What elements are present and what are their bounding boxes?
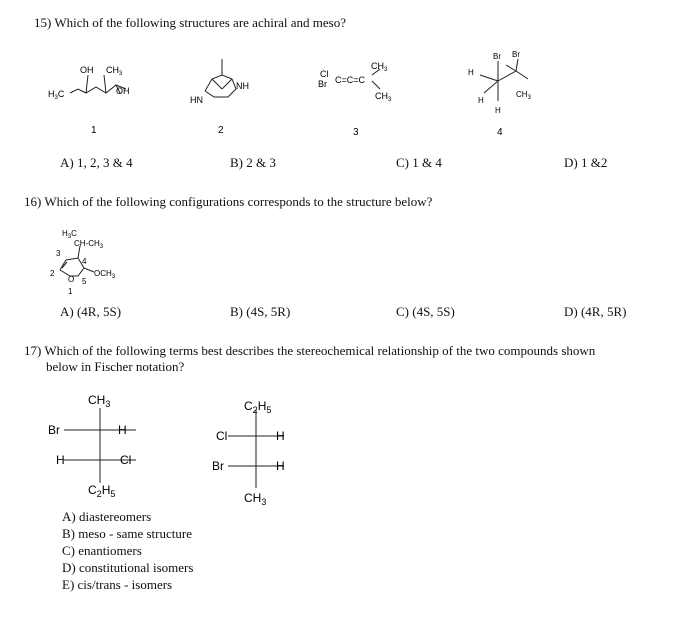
f2-r1-left: Cl	[216, 429, 228, 443]
q16-option-d[interactable]: D) (4R, 5R)	[564, 304, 627, 319]
f1-top: CH	[88, 393, 106, 407]
q16-option-a[interactable]: A) (4R, 5S)	[60, 304, 122, 319]
f1-r1-left: Br	[48, 423, 60, 437]
s3-c2: C	[346, 75, 354, 85]
q16-num-2: 2	[50, 269, 55, 278]
q16-num-3: 3	[56, 249, 61, 258]
s3-ch3-top: CH	[371, 61, 384, 71]
q16-structure	[40, 226, 240, 306]
question-17-text-line2: below in Fischer notation?	[46, 359, 185, 374]
f1-r2-right: Cl	[120, 453, 132, 467]
s1-ch3-label: CH	[106, 65, 119, 75]
q16-num-4: 4	[82, 257, 87, 266]
q17-option-e[interactable]: E) cis/trans - isomers	[62, 577, 173, 592]
svg-text:CH3: $CH_3$	[371, 61, 388, 73]
s2-nh-label: NH	[236, 81, 249, 91]
q17-fischer-projections	[40, 388, 360, 508]
structure-3	[372, 69, 380, 89]
q17-option-b[interactable]: B) meso - same structure	[62, 526, 192, 541]
svg-text:CH3: $CH_3$	[88, 393, 111, 409]
q16-h3c: H	[62, 229, 68, 238]
svg-text:CH3: $CH_3$	[516, 90, 531, 101]
svg-text:CH3: $CH_3$	[244, 491, 267, 507]
q16-o: O	[68, 275, 75, 284]
s4-h1: H	[468, 68, 474, 77]
q16-chch3: CH-CH	[74, 239, 100, 248]
question-15-text: 15) Which of the following structures are achiral and meso?	[34, 15, 347, 30]
q16-option-b[interactable]: B) (4S, 5R)	[230, 304, 291, 319]
s1-h3c-label: H	[48, 89, 55, 99]
svg-text:C2H5: $C_2H_5$	[88, 483, 116, 499]
s4-h2: H	[478, 96, 484, 105]
structure-2	[205, 59, 236, 97]
f2-r2-right: H	[276, 459, 285, 473]
f1-r1-right: H	[118, 423, 127, 437]
f2-top: C	[244, 399, 253, 413]
s4-ch3: CH	[516, 90, 528, 99]
q15-option-d[interactable]: D) 1 &2	[564, 155, 608, 170]
s4-br1: Br	[493, 52, 501, 61]
s1-oh2-label: OH	[116, 86, 130, 96]
f1-r2-left: H	[56, 453, 65, 467]
svg-text:CH3: $CH_3$	[106, 65, 123, 77]
svg-text:C2H5: $C_2H_5$	[244, 399, 272, 415]
svg-text:CH3: $CH_3$	[375, 91, 392, 103]
q16-option-c[interactable]: C) (4S, 5S)	[396, 304, 455, 319]
svg-text:CH-CH3: $CH-CH_3$	[74, 239, 104, 250]
svg-text:H3C: $H_3C$	[62, 229, 77, 240]
s4-br2: Br	[512, 50, 520, 59]
s4-h3: H	[495, 106, 501, 115]
question-17-text-line1: 17) Which of the following terms best describes the stereochemical relationship of the two compounds shown	[24, 343, 596, 358]
q15-option-c[interactable]: C) 1 & 4	[396, 155, 442, 170]
q16-num-5: 5	[82, 277, 87, 286]
svg-text:H3C: $H_3C$	[48, 89, 65, 101]
svg-text:C=C=C: C=C=C	[335, 75, 366, 85]
s2-hn-label: HN	[190, 95, 203, 105]
q17-option-d[interactable]: D) constitutional isomers	[62, 560, 194, 575]
structure-number-2: 2	[218, 125, 224, 136]
svg-text:OCH3: $OCH_3$	[94, 269, 116, 280]
structure-number-4: 4	[497, 127, 503, 138]
s3-c1: C	[335, 75, 342, 85]
s3-ch3-bot: CH	[375, 91, 388, 101]
structure-number-3: 3	[353, 127, 359, 138]
q16-och3: OCH	[94, 269, 112, 278]
structure-number-1: 1	[91, 125, 97, 136]
q15-option-b[interactable]: B) 2 & 3	[230, 155, 276, 170]
f2-bottom: CH	[244, 491, 262, 505]
f2-r2-left: Br	[212, 459, 224, 473]
q15-option-a[interactable]: A) 1, 2, 3 & 4	[60, 155, 133, 170]
f2-r1-right: H	[276, 429, 285, 443]
q16-num-1: 1	[68, 287, 73, 296]
q17-option-c[interactable]: C) enantiomers	[62, 543, 142, 558]
s3-c3: C	[358, 75, 366, 85]
q17-options-list	[62, 508, 193, 593]
s1-oh-label: OH	[80, 65, 94, 75]
question-16-text: 16) Which of the following configurations corresponds to the structure below?	[24, 194, 433, 209]
q17-option-a[interactable]: A) diastereomers	[62, 509, 152, 524]
s3-br-label: Br	[318, 79, 327, 89]
s3-cl-label: Cl	[320, 69, 329, 79]
f1-bottom: C	[88, 483, 97, 497]
